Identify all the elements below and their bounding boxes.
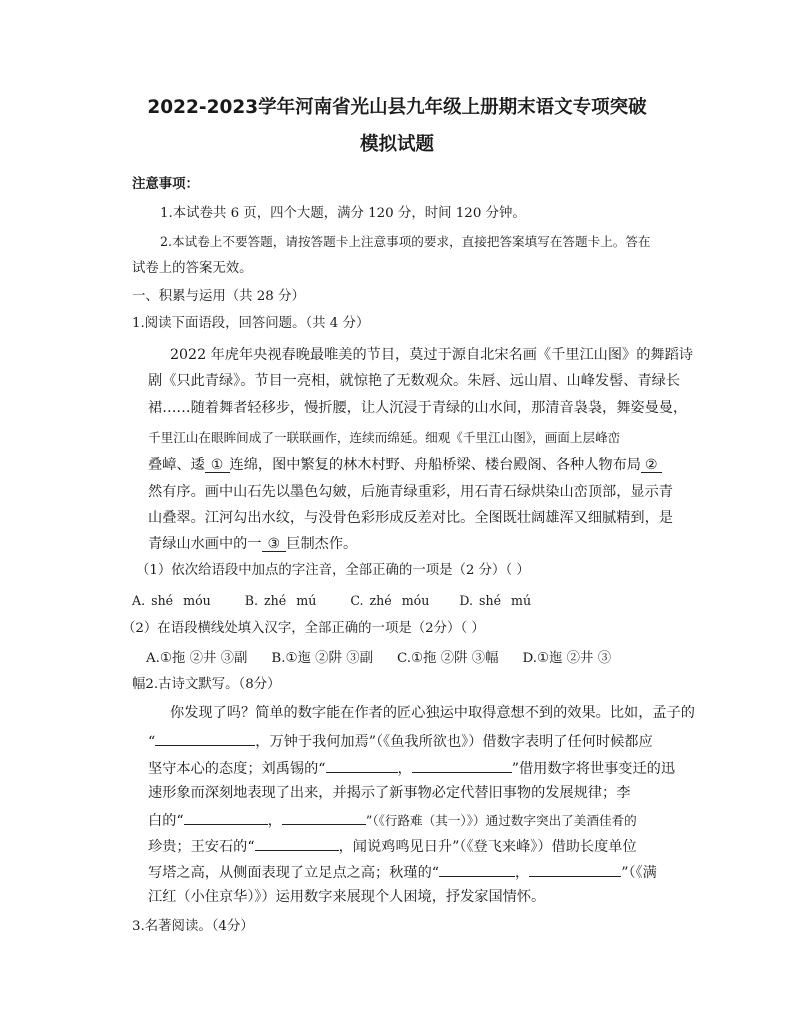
question-2-stem: 幅2.古诗文默写。（8分） bbox=[132, 677, 281, 692]
answer-blank bbox=[255, 836, 339, 851]
blank-3: ③ bbox=[262, 535, 287, 553]
answer-blank bbox=[412, 758, 512, 773]
question-3-stem: 3.名著阅读。（4分） bbox=[132, 919, 254, 934]
passage-text: 巨制杰作。 bbox=[286, 536, 358, 552]
answer-blank bbox=[184, 810, 268, 825]
option-wrap: 幅 bbox=[132, 677, 146, 692]
notice-item-2: 2.本试卷上不要答题，请按答题卡上注意事项的要求，直接把答案填写在答题卡上。答在 bbox=[160, 234, 651, 249]
passage-line-blanks: 珍贵；王安石的“ ，闻说鸡鸣见日升”（《登飞来峰》）借助长度单位 bbox=[148, 836, 637, 856]
passage-line-blanks bbox=[148, 535, 357, 553]
notice-item-2-cont: 试卷上的答案无效。 bbox=[132, 261, 253, 276]
passage-line: 你发现了吗？简单的数字能在作者的匠心独运中取得意想不到的效果。比如，孟子的 bbox=[170, 705, 695, 721]
passage-line: 剧《只此青绿》。节目一亮相，就惊艳了无数观众。朱唇、远山眉、山峰发髻、青绿长 bbox=[148, 373, 681, 389]
notice-item-1: 1.本试卷共 6 页，四个大题，满分 120 分，时间 120 分钟。 bbox=[160, 206, 526, 221]
answer-blank bbox=[282, 810, 366, 825]
passage-line: 裙……随着舞者轻移步，慢折腰，让人沉浸于青绿的山水间，那清音袅袅，舞姿曼曼， bbox=[148, 400, 688, 416]
answer-blank bbox=[326, 758, 398, 773]
blank-1: ① bbox=[205, 456, 230, 474]
passage-text: 叠嶂、逶 bbox=[148, 457, 205, 473]
passage-line-blanks: 写塔之高，从侧面表现了立足点之高；秋瑾的“ ， ”（《满 bbox=[148, 862, 657, 882]
page-title: 2022-2023学年河南省光山县九年级上册期末语文专项突破 bbox=[147, 97, 647, 118]
passage-line-blanks: “ ，万钟于我何加焉”（《鱼我所欲也》）借数字表明了任何时候都应 bbox=[148, 731, 653, 751]
passage-line: 千里江山在眼眸间成了一联联画作，连续而绵延。细观《千里江山图》，画面上层峰峦 bbox=[148, 430, 621, 445]
section-heading: 一、积累与运用（共 28 分） bbox=[132, 289, 305, 304]
passage-line: 山叠翠。江河勾出水纹，与没骨色彩形成反差对比。全图既壮阔雄浑又细腻精到，是 bbox=[148, 510, 673, 526]
passage-text: 青绿山水画中的一 bbox=[148, 536, 262, 552]
sub-question-2-options: A.①拖 ②井 ③副 B.①迤 ②阱 ③副 C.①拖 ②阱 ③幅 D.①迤 ②井 ③ bbox=[146, 651, 612, 666]
sub-question-2: （2）在语段横线处填入汉字，全部正确的一项是（2分）（ ） bbox=[122, 621, 485, 636]
passage-line: 2022 年虎年央视春晚最唯美的节目，莫过于源自北宋名画《千里江山图》的舞蹈诗 bbox=[170, 347, 693, 363]
answer-blank bbox=[529, 862, 621, 877]
answer-blank bbox=[439, 862, 515, 877]
passage-line-blanks bbox=[148, 456, 662, 474]
passage-line-blanks: 坚守本心的态度；刘禹锡的“ ， ”借用数字将世事变迁的迅 bbox=[148, 758, 675, 778]
notice-heading: 注意事项： bbox=[132, 177, 199, 192]
passage-line: 江红（小住京华）》）运用数字来展现个人困境，抒发家国情怀。 bbox=[148, 889, 546, 905]
answer-blank bbox=[155, 731, 255, 746]
passage-line-blanks: 白的“ ， ”（《行路难（其一）》）通过数字突出了美酒佳肴的 bbox=[148, 810, 637, 830]
sub-question-1: （1）依次给语段中加点的字注音，全部正确的一项是（2 分）（ ） bbox=[136, 563, 530, 578]
passage-text: 连绵，图中繁复的林木村野、舟船桥梁、楼台殿阁、各种人物布局 bbox=[229, 457, 641, 473]
sub-question-1-options: A. shé móu B. zhé mú C. zhé móu D. shé mú bbox=[132, 593, 532, 608]
page-subtitle: 模拟试题 bbox=[359, 134, 434, 155]
passage-line: 然有序。画中山石先以墨色勾皴，后施青绿重彩，用石青石绿烘染山峦顶部，显示青 bbox=[148, 484, 673, 500]
question-1-stem: 1.阅读下面语段，回答问题。（共 4 分） bbox=[132, 316, 370, 331]
passage-line: 速形象而深刻地表现了出来，并揭示了新事物必定代替旧事物的发展规律；李 bbox=[148, 785, 631, 801]
blank-2: ② bbox=[641, 456, 662, 474]
